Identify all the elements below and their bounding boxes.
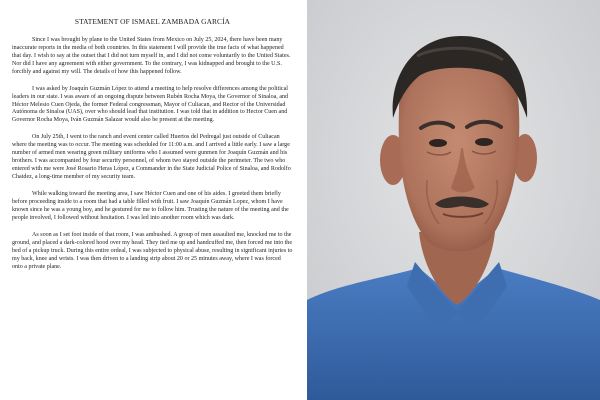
right-eye (475, 138, 493, 146)
document-paragraph-4: While walking toward the meeting area, I saw Héctor Cuen and one of his aides. I greeted them briefly before proceeding inside to a room that had a table filled with fruit. I saw Joaquín Guzmán Lopez, whom I have known since he was a young boy, and he gestured for me to follow him. Trusting the nature of the meeting and the people involved, I followed without hesitation. I was led into another room which was dark. (12, 191, 289, 221)
left-eye (429, 139, 447, 147)
document-paragraph-3: On July 25th, I went to the ranch and event center called Huertos del Pedregal just outside of Culiacan where the meeting was to occur. The meeting was scheduled for 11:00 a.m. and I arrived a little early. I saw a large number of armed men wearing green military uniforms who I assumed were gunmen for Joaquín Guzmán and his brothers. I was accompanied by four security personnel, of whom two stayed outside the perimeter. The two who entered with me were José Rosario Heras López, a Commander in the State Judicial Police of Sinaloa, and Rodolfo Chaidez, a long-time member of my security team. (12, 134, 291, 180)
document-title: STATEMENT OF ISMAEL ZAMBADA GARCÍA (74, 17, 231, 26)
document-paragraph-2: I was asked by Joaquín Guzmán López to attend a meeting to help resolve differences among the political leaders in our state. I was aware of an ongoing dispute between Rubén Rocha Moya, the Governor of Sinaloa, and Héctor Melesio Cuen Ojeda, the former Federal congressman, Mayor of Culiacan, and Rector of the Universidad Autónoma de Sinaloa (UAS), over who should lead that institution. I was told that in addition to Hector Cuen and Governor Rocha Moya, Iván Guzmán Salazar would also be present at the meeting. (12, 85, 289, 124)
portrait-photo (307, 0, 600, 400)
document-paragraph-1: Since I was brought by plane to the United States from Mexico on July 25, 2024, there have been many inaccurate reports in the media of both countries. In this statement I will provide the true facts of what happened that day. I wish to say at the outset that I did not turn myself in, and I did not come voluntarily to the United States. Nor did I have any agreement with either government. To the contrary, I was kidnapped and brought to the U.S. forcibly and against my will. The details of how this happened follow. (12, 37, 291, 75)
portrait-illustration (307, 0, 600, 400)
document-paragraph-5: As soon as I set foot inside of that room, I was ambushed. A group of men assaulted me, knocked me to the ground, and placed a dark-colored hood over my head. They tied me up and handcuffed me, then forced me into the bed of a pickup truck. During this entire ordeal, I was subjected to physical abuse, resulting in significant injuries to my back, knee and wrists. I was then driven to a landing strip about 20 or 25 minutes away, where I was forced onto a private plane. (12, 231, 293, 270)
